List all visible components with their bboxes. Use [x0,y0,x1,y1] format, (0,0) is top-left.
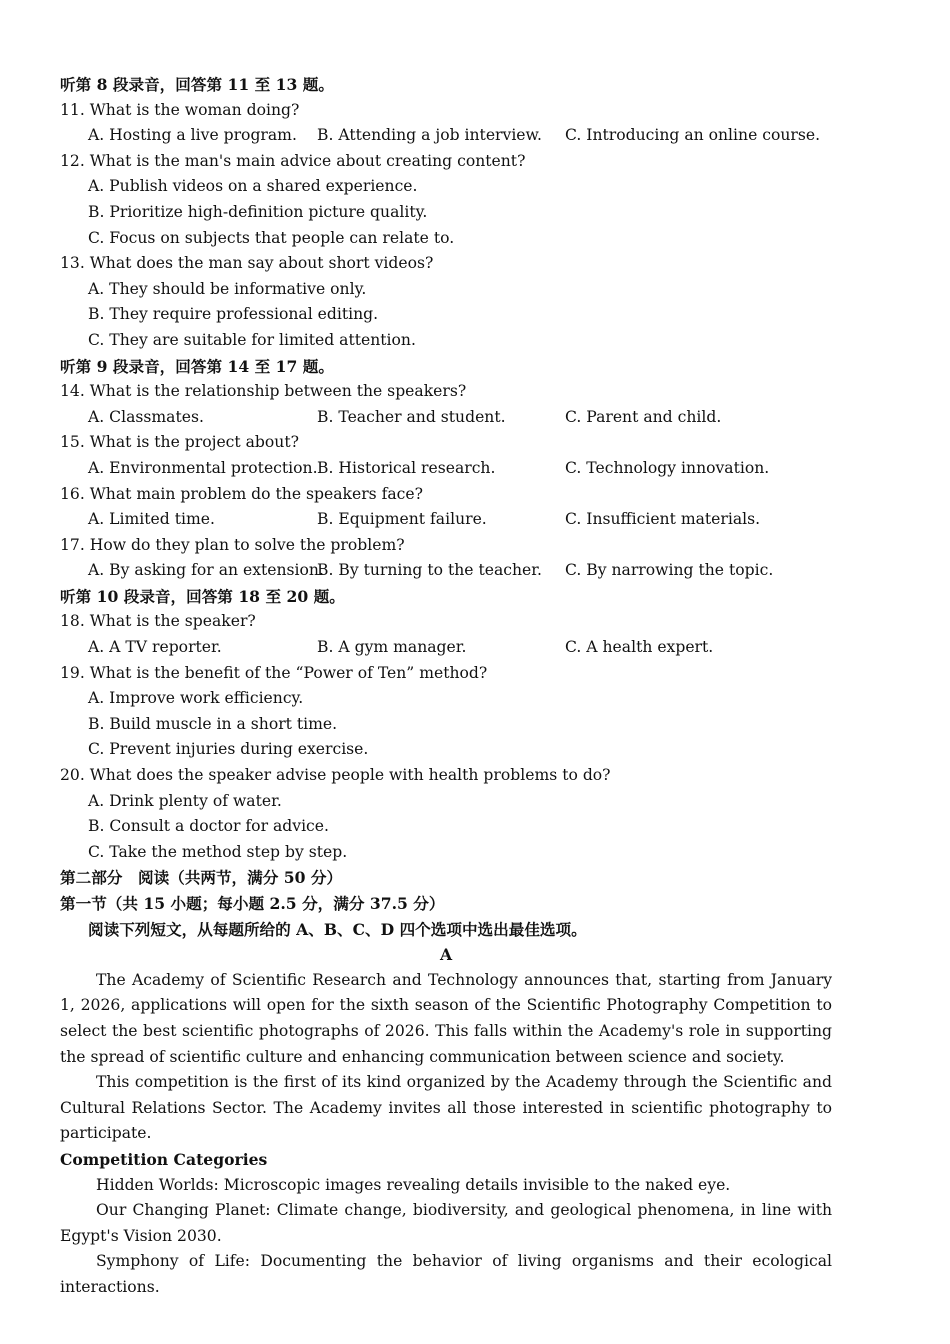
q15-option-b: B. Historical research. [317,458,496,477]
passage-paragraph-1: The Academy of Scientific Research and Technology announces that, starting from January 1, 2026, applications will open for the sixth season of the Scientific Photography Competition to select the best scientific photographs of 2026. This falls within the Academy's role in supporting the spread of scientific culture and enhancing communication between science and society. [60,970,832,1066]
q18-options [60,635,832,661]
q17-option-a: A. By asking for an extension. [88,561,324,580]
q15-stem: 15. What is the project about? [60,433,299,452]
reading-instruction: 阅读下列短文，从每题所给的 A、B、C、D 四个选项中选出最佳选项。 [88,919,587,939]
q12-stem: 12. What is the man's main advice about creating content? [60,151,526,170]
q14-option-b: B. Teacher and student. [317,407,506,426]
q12-option-c: C. Focus on subjects that people can relate to. [88,228,455,247]
section-9-heading: 听第 9 段录音，回答第 14 至 17 题。 [60,356,334,376]
q16-option-c: C. Insufficient materials. [565,510,761,529]
q20-option-a: A. Drink plenty of water. [88,791,282,810]
q13-option-a: A. They should be informative only. [88,279,367,298]
q15-option-a: A. Environmental protection. [88,458,318,477]
q16-option-a: A. Limited time. [88,510,215,529]
q20-stem: 20. What does the speaker advise people with health problems to do? [60,766,611,785]
q16-option-b: B. Equipment failure. [317,510,487,529]
q13-option-c: C. They are suitable for limited attention. [88,330,416,349]
q17-options [60,558,832,584]
q12-option-b: B. Prioritize high-definition picture quality. [88,202,428,221]
q18-option-b: B. A gym manager. [317,638,467,657]
section-8-heading: 听第 8 段录音，回答第 11 至 13 题。 [60,75,334,94]
q13-option-b: B. They require professional editing. [88,305,379,324]
q11-options [60,123,832,149]
q13-stem: 13. What does the man say about short videos? [60,254,434,273]
q19-option-c: C. Prevent injuries during exercise. [88,740,369,759]
q14-option-c: C. Parent and child. [565,407,722,426]
q20-option-c: C. Take the method step by step. [88,842,348,861]
q12-option-a: A. Publish videos on a shared experience. [88,177,418,196]
passage-label: A [439,945,453,965]
q11-option-a: A. Hosting a live program. [88,126,297,145]
q17-stem: 17. How do they plan to solve the problem? [60,535,405,554]
q18-option-c: C. A health expert. [565,638,714,657]
q14-options [60,405,832,431]
q17-option-b: B. By turning to the teacher. [317,561,542,580]
q11-option-c: C. Introducing an online course. [565,126,821,145]
q16-stem: 16. What main problem do the speakers face? [60,484,423,503]
q20-option-b: B. Consult a doctor for advice. [88,817,329,836]
q17-option-c: C. By narrowing the topic. [565,561,774,580]
q11-stem: 11. What is the woman doing? [60,100,300,119]
q19-option-a: A. Improve work efficiency. [88,689,304,708]
q19-stem: 19. What is the benefit of the “Power of Ten” method? [60,663,488,682]
q15-option-c: C. Technology innovation. [565,458,770,477]
q11-option-b: B. Attending a job interview. [317,126,542,145]
q18-option-a: A. A TV reporter. [88,638,222,657]
q19-option-b: B. Build muscle in a short time. [88,714,338,733]
q18-stem: 18. What is the speaker? [60,612,256,631]
q15-options [60,456,832,482]
category-symphony-of-life: Symphony of Life: Documenting the behavior of living organisms and their ecological interactions. [60,1252,832,1296]
part-two-title: 第二部分 阅读（共两节，满分 50 分） [60,868,343,888]
category-hidden-worlds: Hidden Worlds: Microscopic images revealing details invisible to the naked eye. [96,1175,731,1194]
categories-heading: Competition Categories [60,1149,268,1169]
q16-options [60,507,832,533]
q14-stem: 14. What is the relationship between the speakers? [60,382,467,401]
section-10-heading: 听第 10 段录音，回答第 18 至 20 题。 [60,586,345,606]
category-changing-planet: Our Changing Planet: Climate change, biodiversity, and geological phenomena, in line with Egypt's Vision 2030. [60,1201,832,1245]
q14-option-a: A. Classmates. [88,407,204,426]
passage-paragraph-2: This competition is the first of its kind organized by the Academy through the Scientific and Cultural Relations Sector. The Academy invites all those interested in scientific photography to participate. [60,1073,832,1143]
section-one-title: 第一节（共 15 小题；每小题 2.5 分，满分 37.5 分） [60,894,445,913]
